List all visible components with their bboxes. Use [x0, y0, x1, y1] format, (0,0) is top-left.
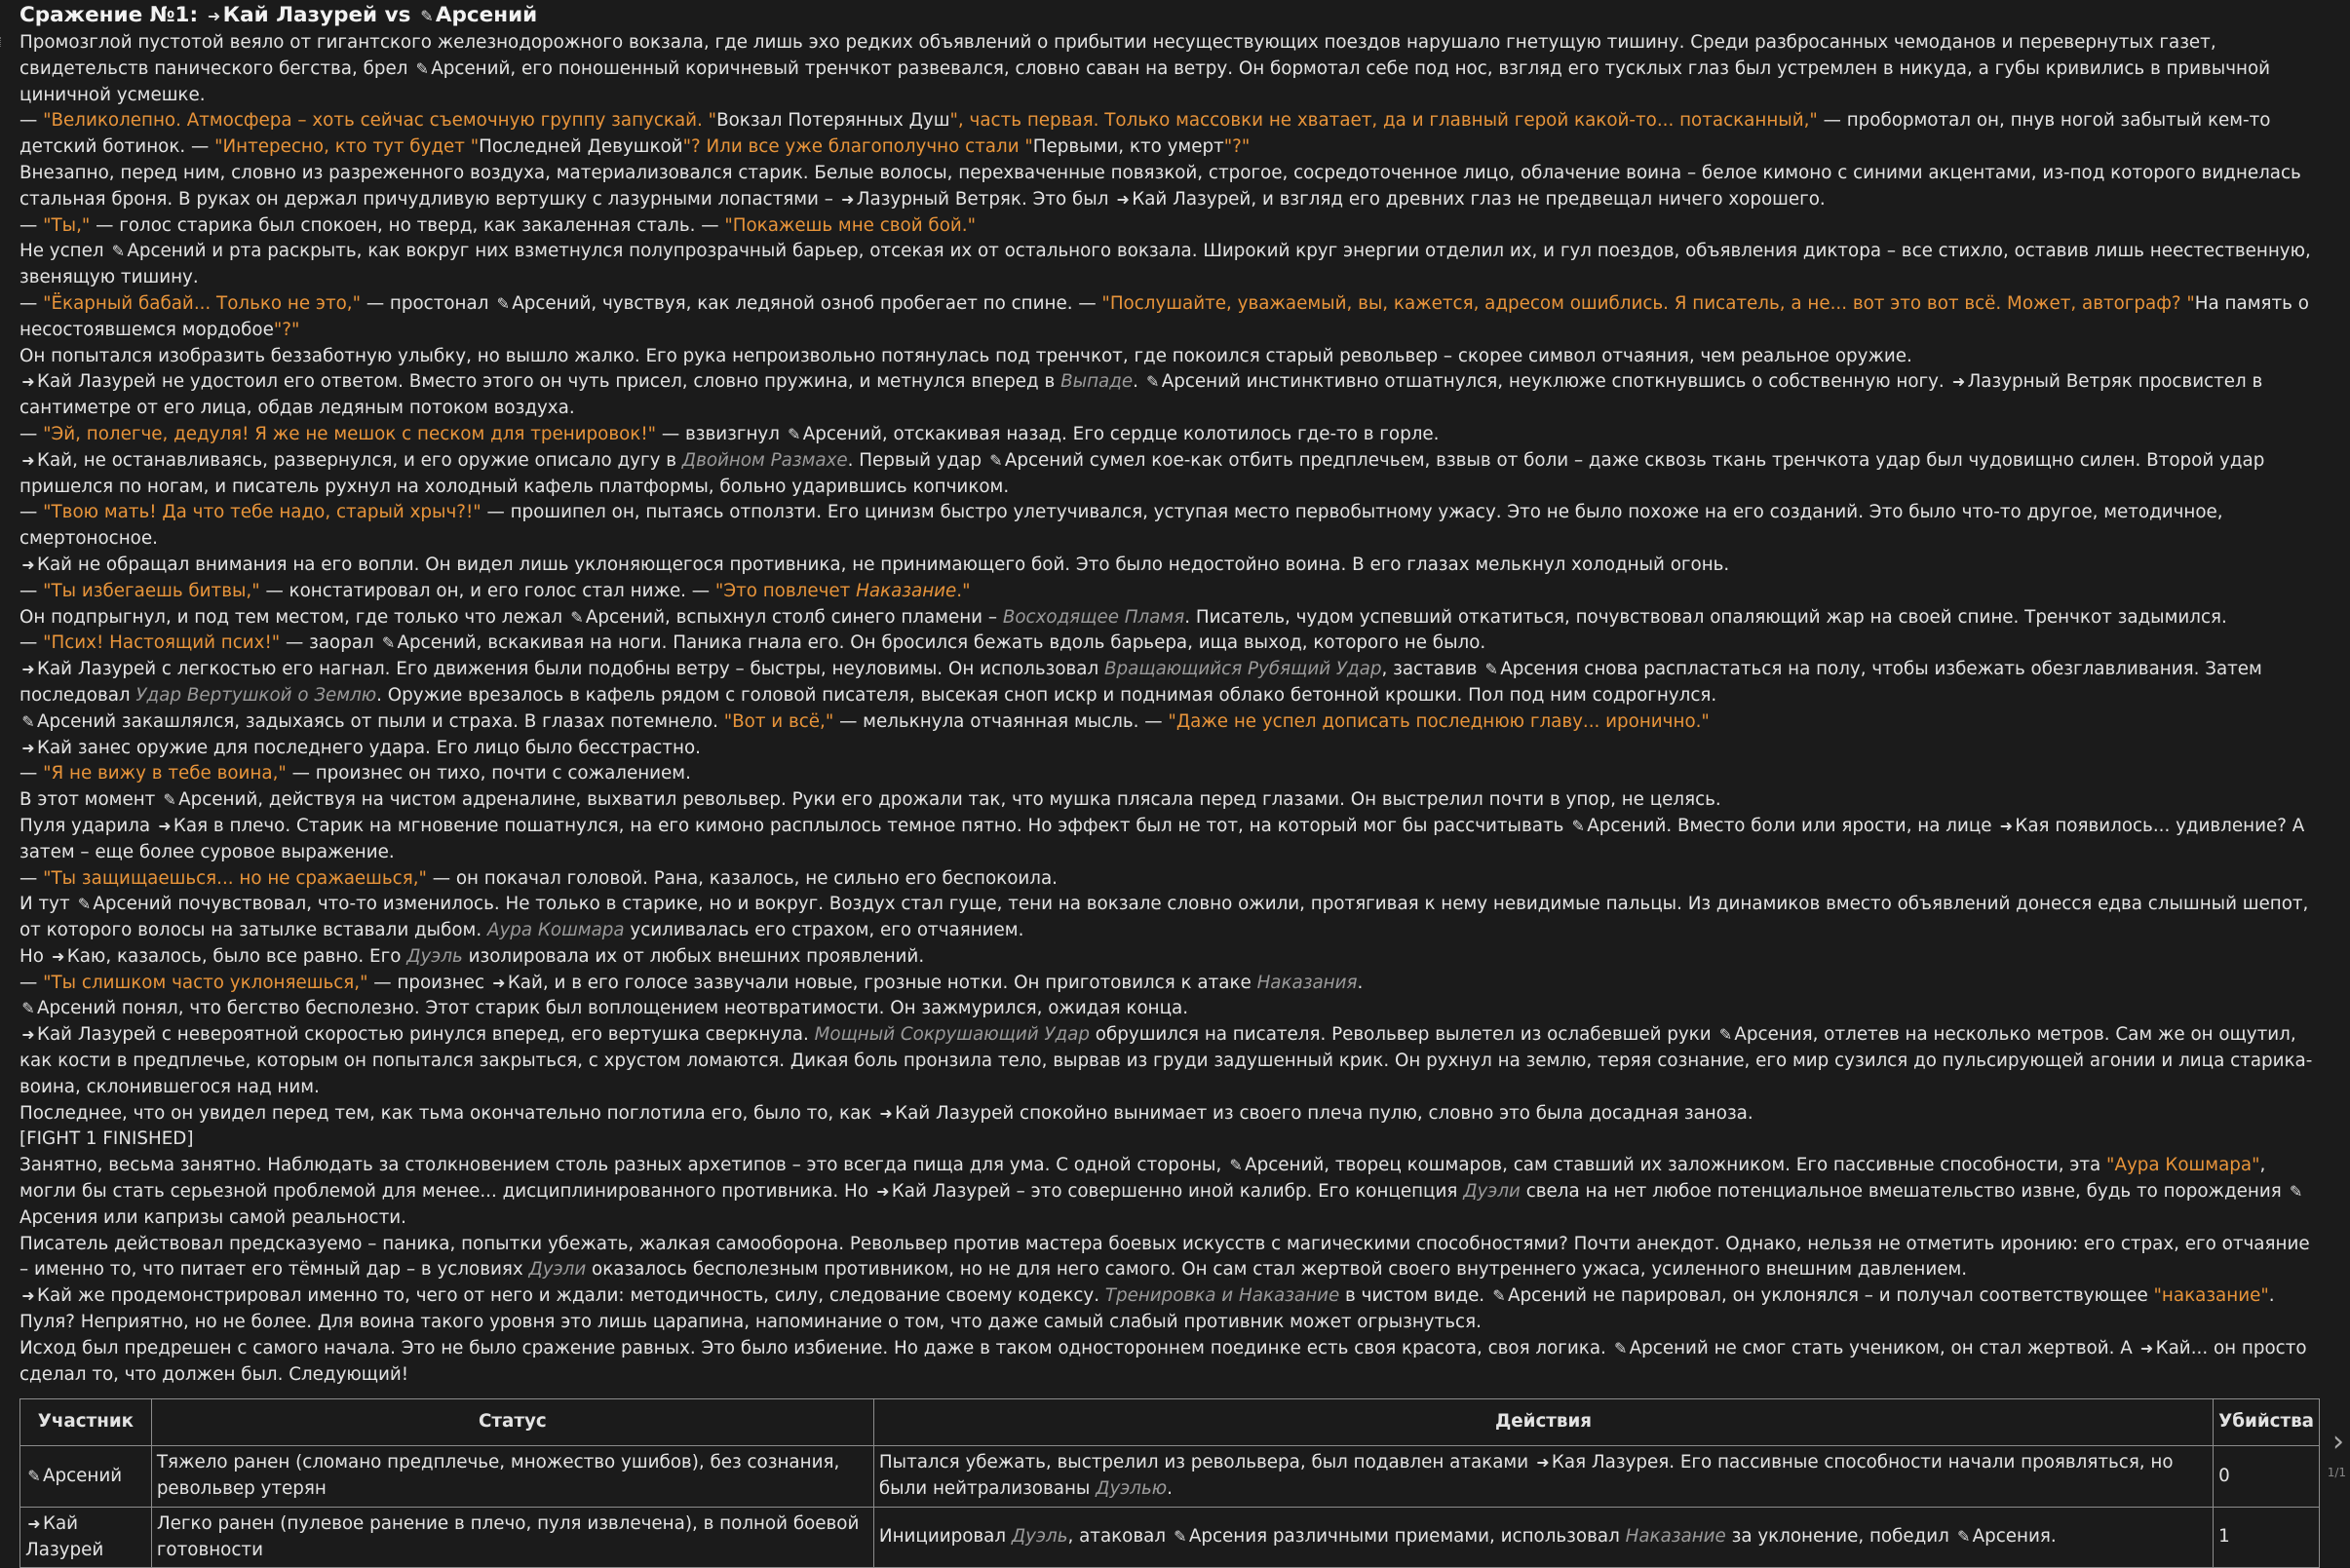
- story-paragraph: [19, 1283, 2320, 1336]
- col-participant: Участник: [20, 1399, 152, 1446]
- text-run: Он попытался изобразить беззаботную улыбку, но вышло жалко. Его рука непроизвольно потянулась под тренчкот, где покоился старый револьвер – скорее символ отчаяния, чем реальное оружие.: [19, 345, 1912, 366]
- text-run: , отскакивая назад. Его сердце колотилось где-то в горле.: [881, 423, 1440, 444]
- text-run: — прошипел он, пытаясь отползти. Его цинизм быстро улетучивался, уступая место первобытному ужасу. Это не было похоже на его созданий. Это было что-то другое, методичное, смертоносное.: [19, 502, 2223, 550]
- skill-name: Вращающийся Рубящий Удар: [1104, 659, 1382, 680]
- text-run: Писатель действовал предсказуемо – паника, попытки убежать, жалкая самооборона. Револьвер против мастера боевых искусств с магическими способностями? Почти анекдот. Однако, нельзя не отметить иронию: его страх, его отчаяние – именно то, что питает его тёмный дар – в условиях: [19, 1233, 2310, 1281]
- windmill-icon: ➜: [158, 816, 172, 835]
- fight-title: [19, 0, 2320, 30]
- character-name: Арсений: [1245, 1155, 1325, 1176]
- story-paragraph: [19, 1101, 2320, 1128]
- pen-icon: ✎: [77, 895, 92, 914]
- text-run: —: [19, 110, 44, 132]
- text-run: , вскакивая на ноги. Паника гнала его. Он бросился бежать вдоль барьера, ища выход, которого не было.: [476, 632, 1486, 654]
- character-name: Кай Лазурей: [891, 1181, 1011, 1203]
- text-run: с невероятной скоростью ринулся вперед, его вертушка сверкнула.: [156, 1024, 815, 1046]
- skill-name: Аура Кошмара: [486, 920, 625, 941]
- story-paragraph: [19, 422, 2320, 448]
- quote-text: "Ёкарный бабай... Только не это,": [43, 292, 362, 314]
- story-paragraph: [19, 344, 2320, 370]
- windmill-icon: ➜: [1116, 189, 1130, 209]
- text-run: , его поношенный коричневый тренчкот развевался, словно саван на ветру. Он бормотал себе под нос, взгляд его тусклых глаз был устремлен в никуда, а губы кривились в привычной циничной усмешке.: [19, 57, 2271, 105]
- character-name: Арсений: [802, 423, 882, 444]
- table-header-row: [20, 1399, 2320, 1446]
- story-paragraph: [19, 1127, 2320, 1153]
- text-run: —: [19, 502, 44, 523]
- text-run: , вспыхнул столб синего пламени –: [665, 606, 1003, 628]
- skill-name: Двойном Размахе: [681, 449, 848, 471]
- text-run: —: [19, 423, 44, 444]
- cell-status: [151, 1507, 873, 1568]
- text-run: , казалось, было все равно. Его: [105, 945, 407, 967]
- col-status: Статус: [151, 1399, 873, 1446]
- story-paragraph: [19, 108, 2320, 161]
- character-name: Арсений: [1161, 371, 1241, 393]
- text-run: —: [19, 292, 44, 314]
- windmill-icon: ➜: [1951, 372, 1966, 392]
- page-counter: 1/1: [2327, 1466, 2346, 1479]
- story-paragraph: [19, 1336, 2320, 1389]
- pen-icon: ✎: [163, 790, 176, 810]
- character-name: Лазурный Ветряк: [1967, 371, 2133, 393]
- pen-icon: ✎: [1956, 1527, 1971, 1547]
- text-run: занес оружие для последнего удара. Его лицо было бесстрастно.: [72, 737, 701, 758]
- character-name: Арсения: [1972, 1526, 2051, 1548]
- text-run: обрушился на писателя. Револьвер вылетел из ослабевшей руки: [1090, 1024, 1717, 1046]
- text-run: . Пуля? Неприятно, но не более. Для воина такого уровня это лишь царапина, напоминание о том, что даже самый слабый противник может огрызнуться.: [19, 1285, 2275, 1333]
- windmill-icon: ➜: [1999, 816, 2014, 835]
- character-name: Арсений: [512, 292, 592, 314]
- windmill-icon: ➜: [876, 1182, 890, 1202]
- text-run: —: [19, 763, 44, 784]
- story-paragraph: [19, 996, 2320, 1022]
- pen-icon: ✎: [21, 711, 35, 731]
- text-run: , не останавливаясь, развернулся, и его оружие описало дугу в: [72, 449, 682, 471]
- text-run: — заорал: [280, 632, 380, 654]
- story-paragraph: [19, 631, 2320, 657]
- character-name: Арсений: [1587, 815, 1667, 836]
- text-run: , действуя на чистом адреналине, выхватил револьвер. Руки его дрожали так, что мушка плясала перед глазами. Он выстрелил почти в упор, не целясь.: [257, 789, 1721, 811]
- story-paragraph: [19, 448, 2320, 501]
- text-run: просвистел в сантиметре от его лица, обдав ледяным потоком воздуха.: [19, 371, 2263, 419]
- skill-name: Тренировка и Наказание: [1104, 1285, 1340, 1307]
- text-run: Последнее, что он увидел перед тем, как тьма окончательно поглотила его, было то, как: [19, 1102, 878, 1124]
- title-prefix: Сражение №1:: [19, 3, 206, 27]
- quote-text: "Аура Кошмара": [2106, 1155, 2260, 1176]
- text-run: — произнес: [367, 972, 490, 993]
- text-run: .: [1167, 1478, 1173, 1500]
- text-run: изолировала их от любых внешних проявлений.: [462, 945, 925, 967]
- text-run: Но: [19, 945, 50, 967]
- skill-name: Восходящее Пламя: [1002, 606, 1185, 628]
- character-name: Арсений: [1507, 1285, 1588, 1307]
- text-run: Внезапно, перед ним, словно из разреженного воздуха, материализовался старик. Белые волосы, перехваченные повязкой, строгое, сосредоточенное лицо, облачение воина – белое кимоно с синими акцентами, из-под которого виднелась стальная броня. В руках он держал причудливую вертушку с лазурными лопастями –: [19, 162, 2301, 210]
- text-run: закашлялся, задыхаясь от пыли и страха. В глазах потемнело.: [116, 710, 724, 732]
- text-run: снова распластаться на полу, чтобы избежать обезглавливания. Затем последовал: [19, 659, 2262, 706]
- text-run: Пытался убежать, выстрелил из револьвера, был подавлен атаками: [878, 1452, 1534, 1473]
- text-run: сумел кое-как отбить предплечьем, взвыв от боли – даже сквозь ткань тренчкота удар был чудовищно силен. Второй удар пришелся по ногам, и писатель рухнул на холодный кафель платформы, больно ударившись копчиком.: [19, 449, 2265, 497]
- text-run: .: [1133, 371, 1144, 393]
- story-paragraph: [19, 866, 2320, 893]
- character-name: Арсений: [585, 606, 666, 628]
- story-paragraph: [19, 892, 2320, 944]
- story-paragraph: [19, 553, 2320, 579]
- text-run: Промозглой пустотой веяло от гигантского железнодорожного вокзала, где лишь эхо редких объявлений о прибытии несуществующих поездов нарушало гнетущую тишину. Среди разбросанных чемоданов и перевернутых газет, свидетельств панического бегства, брел: [19, 32, 2216, 79]
- story-paragraph: [19, 579, 2320, 605]
- pen-icon: ✎: [111, 242, 126, 261]
- skill-name: Дуэли: [528, 1259, 587, 1281]
- text-run: в чистом виде.: [1339, 1285, 1490, 1307]
- text-run: ... он просто сделал то, что должен был. Следующий!: [19, 1337, 2307, 1385]
- windmill-icon: ➜: [21, 372, 35, 392]
- text-run: с легкостью его нагнал. Его движения были подобны ветру – быстры, неуловимы. Он использовал: [156, 659, 1104, 680]
- story-paragraph: [19, 761, 2320, 787]
- table-row: [20, 1507, 2320, 1568]
- text-run: —: [19, 580, 44, 601]
- next-chevron-icon[interactable]: ›: [2332, 1425, 2344, 1459]
- character-name: Кай Лазурей: [37, 371, 157, 393]
- quote-text: "Даже не успел дописать последнюю главу... иронично.": [1168, 710, 1710, 732]
- quote-skill-text: Наказание: [856, 580, 957, 601]
- quote-text: "Псих! Настоящий псих!": [43, 632, 281, 654]
- story-paragraph: [19, 971, 2320, 997]
- quote-text: "Ты защищаешься... но не сражаешься,": [43, 867, 427, 889]
- story-paragraph: [19, 605, 2320, 631]
- character-name: Кай: [37, 1285, 73, 1307]
- story-paragraph: [19, 709, 2320, 736]
- text-run: В этот момент: [19, 789, 162, 811]
- story-paragraph: [19, 787, 2320, 814]
- character-name: Кай: [37, 554, 73, 575]
- pen-icon: ✎: [570, 607, 584, 627]
- character-name: Кая: [2015, 815, 2050, 836]
- text-run: спокойно вынимает из своего плеча пулю, словно это была досадная заноза.: [1014, 1102, 1753, 1124]
- text-run: На память о несостоявшемся мордобое: [19, 292, 2309, 340]
- table-row: [20, 1446, 2320, 1508]
- cell-participant: [20, 1446, 152, 1508]
- windmill-icon: ➜: [492, 973, 506, 992]
- character-name: Кай Лазурей: [25, 1512, 104, 1560]
- character-name: Арсений: [178, 789, 258, 811]
- quote-text: "Великолепно. Атмосфера – хоть сейчас съемочную группу запускай. ": [43, 110, 717, 132]
- text-run: Не успел: [19, 241, 110, 262]
- story-paragraph: [19, 30, 2320, 108]
- story-paragraph: [19, 1022, 2320, 1100]
- windmill-icon: ➜: [1536, 1453, 1550, 1472]
- text-run: [FIGHT 1 FINISHED]: [19, 1128, 194, 1150]
- quote-text: "Ты избегаешь битвы,": [43, 580, 260, 601]
- text-run: не парировал, он уклонялся – и получал соответствующее: [1587, 1285, 2154, 1307]
- story-paragraph: [19, 213, 2320, 240]
- text-run: Занятно, весьма занятно. Наблюдать за столкновением столь разных архетипов – это всегда пища для ума. С одной стороны,: [19, 1155, 1228, 1176]
- text-run: . Первый удар: [847, 449, 987, 471]
- quote-text: "?": [273, 319, 300, 340]
- col-actions: Действия: [873, 1399, 2213, 1446]
- text-run: Легко ранен (пулевое ранение в плечо, пуля извлечена), в полной боевой готовности: [156, 1512, 860, 1560]
- text-run: Пуля ударила: [19, 815, 156, 836]
- text-run: — он покачал головой. Рана, казалось, не сильно его беспокоила.: [426, 867, 1058, 889]
- windmill-icon: ➜: [21, 1025, 35, 1045]
- text-run: Исход был предрешен с самого начала. Это не было сражение равных. Это было избиение. Но даже в таком одностороннем поединке есть своя красота, своя логика.: [19, 1337, 1612, 1358]
- text-run: понял, что бегство бесполезно. Этот старик был воплощением неотвратимости. Он зажмурился, ожидая конца.: [116, 998, 1189, 1019]
- pen-icon: ✎: [381, 633, 396, 653]
- windmill-icon: ➜: [52, 946, 65, 966]
- text-run: — мелькнула отчаянная мысль. —: [833, 710, 1169, 732]
- character-name: Арсений: [397, 632, 477, 654]
- story-paragraph: [19, 291, 2320, 344]
- character-name: Арсений: [37, 998, 117, 1019]
- story-paragraph: [19, 500, 2320, 553]
- text-run: в плечо. Старик на мгновение пошатнулся, на его кимоно расплылось темное пятно. Но эффект был не тот, на который мог бы рассчитывать: [208, 815, 1570, 836]
- title-vs: vs: [377, 3, 418, 27]
- quote-text: "Ты слишком часто уклоняешься,": [43, 972, 368, 993]
- pen-icon: ✎: [21, 999, 35, 1018]
- text-run: , и взгляд его древних глаз не предвещал ничего хорошего.: [1251, 188, 1826, 210]
- story-paragraph: [19, 369, 2320, 422]
- text-run: — взвизгнул: [656, 423, 786, 444]
- story-paragraph: [19, 1153, 2320, 1231]
- windmill-icon: ➜: [21, 555, 35, 574]
- quote-text: "наказание": [2153, 1285, 2269, 1307]
- character-name: Кай: [507, 972, 543, 993]
- character-name: Арсений: [43, 1465, 123, 1486]
- text-run: свела на нет любое потенциальное вмешательство извне, будь то порождения: [1520, 1181, 2288, 1203]
- text-run: не смог стать учеником, он стал жертвой. А: [1708, 1337, 2138, 1358]
- character-name: Кая Лазурея: [1551, 1452, 1670, 1473]
- pen-icon: ✎: [1146, 372, 1160, 392]
- title-fighter-a: Кай Лазурей: [222, 3, 378, 27]
- quote-text: "Эй, полегче, дедуля! Я же не мешок с песком для тренировок!": [43, 423, 657, 444]
- character-name: Кай: [2155, 1337, 2191, 1358]
- quote-text: "Я не вижу в тебе воина,": [43, 763, 287, 784]
- pen-icon: ✎: [1229, 1156, 1243, 1175]
- cell-actions: [873, 1446, 2213, 1508]
- quote-text: "Покажешь мне свой бой.": [724, 214, 976, 236]
- skill-name: Дуэлью: [1096, 1478, 1168, 1500]
- text-run: , и в его голосе зазвучали новые, грозные нотки. Он приготовился к атаке: [542, 972, 1257, 993]
- text-run: инстинктивно отшатнулся, неуклюже споткнувшись о собственную ногу.: [1240, 371, 1950, 393]
- skill-name: Выпаде: [1060, 371, 1134, 393]
- text-run: И тут: [19, 894, 76, 915]
- cell-kills: 1: [2214, 1507, 2320, 1568]
- text-run: —: [19, 632, 44, 654]
- text-run: , атаковал: [1067, 1526, 1172, 1548]
- character-name: Каю: [66, 945, 106, 967]
- skill-name: Дуэль: [1011, 1526, 1068, 1548]
- windmill-icon: ➜: [21, 660, 35, 679]
- text-run: — произнес он тихо, почти с сожалением.: [286, 763, 691, 784]
- text-run: за уклонение, победил: [1725, 1526, 1955, 1548]
- text-run: .: [2050, 1526, 2057, 1548]
- text-run: —: [19, 214, 44, 236]
- skill-name: Наказание: [1625, 1526, 1726, 1548]
- pen-icon: ✎: [1484, 660, 1498, 679]
- text-run: , заставив: [1381, 659, 1483, 680]
- character-name: Арсений: [431, 57, 511, 79]
- quote-text: "?": [1223, 136, 1251, 158]
- story-paragraph: [19, 161, 2320, 213]
- windmill-icon: ➜: [2139, 1338, 2154, 1358]
- windmill-icon: ➜: [879, 1103, 893, 1123]
- text-run: – это совершенно иной калибр. Его концепция: [1010, 1181, 1464, 1203]
- story-paragraph: [19, 814, 2320, 866]
- chat-message: [19, 0, 2320, 1568]
- character-name: Кай Лазурей: [37, 659, 157, 680]
- text-run: —: [19, 972, 44, 993]
- story-paragraph: [19, 736, 2320, 762]
- text-run: — голос старика был спокоен, но тверд, как закаленная сталь. —: [90, 214, 725, 236]
- text-run: , чувствуя, как ледяной озноб пробегает по спине. —: [591, 292, 1102, 314]
- text-run: почувствовал, что-то изменилось. Не только в старике, но и вокруг. Воздух стал гуще, тени на вокзале словно ожили, протягивая к нему невидимые пальцы. Из динамиков вместо объявлений донесся едва слышный шепот, от которого волосы на затылке вставали дыбом.: [19, 894, 2309, 941]
- text-run: же продемонстрировал именно то, чего от него и ждали: методичность, силу, следование своему кодексу.: [72, 1285, 1105, 1307]
- skill-name: Удар Вертушкой о Землю: [135, 684, 377, 706]
- pen-icon: ✎: [1718, 1025, 1733, 1045]
- skill-name: Мощный Сокрушающий Удар: [814, 1024, 1090, 1046]
- text-run: Он подпрыгнул, и под тем местом, где только что лежал: [19, 606, 568, 628]
- windmill-icon: ➜: [841, 189, 855, 209]
- quote-text: "Интересно, кто тут будет ": [214, 136, 480, 158]
- character-name: Кая: [173, 815, 209, 836]
- story-paragraph: [19, 944, 2320, 971]
- text-run: Первыми, кто умерт: [1032, 136, 1224, 158]
- character-name: Кай Лазурей: [895, 1102, 1015, 1124]
- cell-actions: [873, 1507, 2213, 1568]
- text-run: оказалось бесполезным противником, но не для него самого. Он сам стал жертвой своего внутреннего ужаса, усиленного внешним давлением.: [586, 1259, 1968, 1281]
- results-table: [19, 1398, 2320, 1568]
- text-run: Последней Девушкой: [479, 136, 683, 158]
- cell-kills: 0: [2214, 1446, 2320, 1508]
- pen-icon: ✎: [788, 424, 801, 443]
- windmill-icon: ➜: [21, 450, 35, 470]
- windmill-icon: ➜: [21, 738, 35, 757]
- story-paragraph: [19, 239, 2320, 291]
- text-run: Инициировал: [878, 1526, 1012, 1548]
- quote-text: .": [956, 580, 971, 601]
- pen-icon: ✎: [415, 58, 429, 78]
- character-name: Арсения: [1188, 1526, 1268, 1548]
- character-name: Арсений: [37, 710, 117, 732]
- text-run: , отлетев на несколько метров. Сам же он ощутил, как кости в предплечье, которым он попытался закрыться, с хрустом ломаются. Дикая боль пронзила тело, вырвав из груди задушенный крик. Он рухнул на землю, теряя сознание, его мир сузился до пульсирующей агонии и лица старика-воина, склонившегося над ним.: [19, 1024, 2313, 1097]
- text-run: и рта раскрыть, как вокруг них взметнулся полупрозрачный барьер, отсекая их от остального вокзала. Широкий круг энергии отделил их, и гул поездов, объявления диктора – все стихло, оставив лишь неестественную, звенящую тишину.: [19, 241, 2311, 288]
- text-run: различными приемами, использовал: [1267, 1526, 1626, 1548]
- pen-icon: ✎: [420, 7, 434, 25]
- text-run: — простонал: [361, 292, 495, 314]
- skill-name: Дуэли: [1463, 1181, 1521, 1203]
- pen-icon: ✎: [1571, 816, 1585, 835]
- col-kills: Убийства: [2214, 1399, 2320, 1446]
- pen-icon: ✎: [496, 293, 510, 313]
- pen-icon: ✎: [1174, 1527, 1187, 1547]
- text-run: — констатировал он, и его голос стал ниже. —: [259, 580, 715, 601]
- character-name: Кай: [37, 449, 73, 471]
- character-name: Кай Лазурей: [37, 1024, 157, 1046]
- cell-participant: [20, 1507, 152, 1568]
- quote-text: ", часть первая. Только массовки не хватает, да и главный герой какой-то... потасканный,": [949, 110, 1818, 132]
- character-name: Арсений: [93, 894, 173, 915]
- pen-icon: ✎: [1492, 1286, 1506, 1306]
- windmill-icon: ➜: [207, 7, 221, 25]
- character-name: Арсения: [19, 1206, 98, 1228]
- story-paragraph: [19, 1232, 2320, 1284]
- quote-text: "Вот и всё,": [723, 710, 834, 732]
- skill-name: Дуэль: [406, 945, 463, 967]
- text-run: появилось... удивление? А затем – еще более суровое выражение.: [19, 815, 2305, 862]
- text-run: . Его пассивные способности начали проявляться, но были нейтрализованы: [878, 1452, 2174, 1500]
- title-fighter-b: Арсений: [435, 3, 538, 27]
- text-run: .: [1357, 972, 1364, 993]
- cell-status: [151, 1446, 873, 1508]
- pen-icon: ✎: [1613, 1338, 1628, 1358]
- character-name: Арсения: [1734, 1024, 1813, 1046]
- text-run: . Писатель, чудом успевший откатиться, почувствовал опаляющий жар на своей спине. Тренчкот задымился.: [1184, 606, 2227, 628]
- windmill-icon: ➜: [21, 1286, 35, 1306]
- scroll-edge-marker: [0, 37, 5, 47]
- quote-text: "? Или все уже благополучно стали ": [682, 136, 1033, 158]
- character-name: Арсения: [1500, 659, 1579, 680]
- character-name: Лазурный Ветряк: [856, 188, 1021, 210]
- text-run: . Это был: [1021, 188, 1115, 210]
- pen-icon: ✎: [27, 1466, 41, 1485]
- text-run: Вокзал Потерянных Душ: [716, 110, 950, 132]
- pen-icon: ✎: [989, 450, 1003, 470]
- text-run: , творец кошмаров, сам ставший их заложником. Его пассивные способности, эта: [1324, 1155, 2107, 1176]
- windmill-icon: ➜: [27, 1513, 41, 1533]
- quote-text: "Твою мать! Да что тебе надо, старый хрыч?!": [43, 502, 482, 523]
- text-run: Тяжело ранен (сломано предплечье, множество ушибов), без сознания, револьвер утерян: [156, 1452, 840, 1500]
- text-run: —: [19, 867, 44, 889]
- story-text: [19, 30, 2320, 1388]
- text-run: не обращал внимания на его вопли. Он видел лишь уклоняющегося противника, не принимающего бой. Это было недостойно воина. В его глазах мелькнул холодный огонь.: [72, 554, 1730, 575]
- quote-text: "Ты,": [43, 214, 91, 236]
- quote-text: "Это повлечет: [714, 580, 857, 601]
- quote-text: "Послушайте, уважаемый, вы, кажется, адресом ошиблись. Я писатель, а не... вот это вот всё. Может, автограф? ": [1101, 292, 2195, 314]
- text-run: или капризы самой реальности.: [97, 1206, 406, 1228]
- text-run: , могли бы стать серьезной проблемой для менее... дисциплинированного противника. Но: [19, 1155, 2266, 1203]
- character-name: Арсений: [127, 241, 207, 262]
- character-name: Кай: [37, 737, 73, 758]
- text-run: не удостоил его ответом. Вместо этого он чуть присел, словно пружина, и метнулся вперед в: [156, 371, 1061, 393]
- story-paragraph: [19, 657, 2320, 709]
- pen-icon: ✎: [2289, 1182, 2303, 1202]
- text-run: — пробормотал он, пнув ногой забытый кем-то детский ботинок. —: [19, 110, 2271, 158]
- text-run: . Оружие врезалось в кафель рядом с головой писателя, высекая сноп искр и поднимая облако бетонной крошки. Пол под ним содрогнулся.: [376, 684, 1717, 706]
- character-name: Арсений: [1629, 1337, 1709, 1358]
- skill-name: Наказания: [1256, 972, 1358, 993]
- text-run: . Вместо боли или ярости, на лице: [1666, 815, 1998, 836]
- text-run: усиливалась его страхом, его отчаянием.: [624, 920, 1024, 941]
- character-name: Кай Лазурей: [1132, 188, 1252, 210]
- character-name: Арсений: [1004, 449, 1084, 471]
